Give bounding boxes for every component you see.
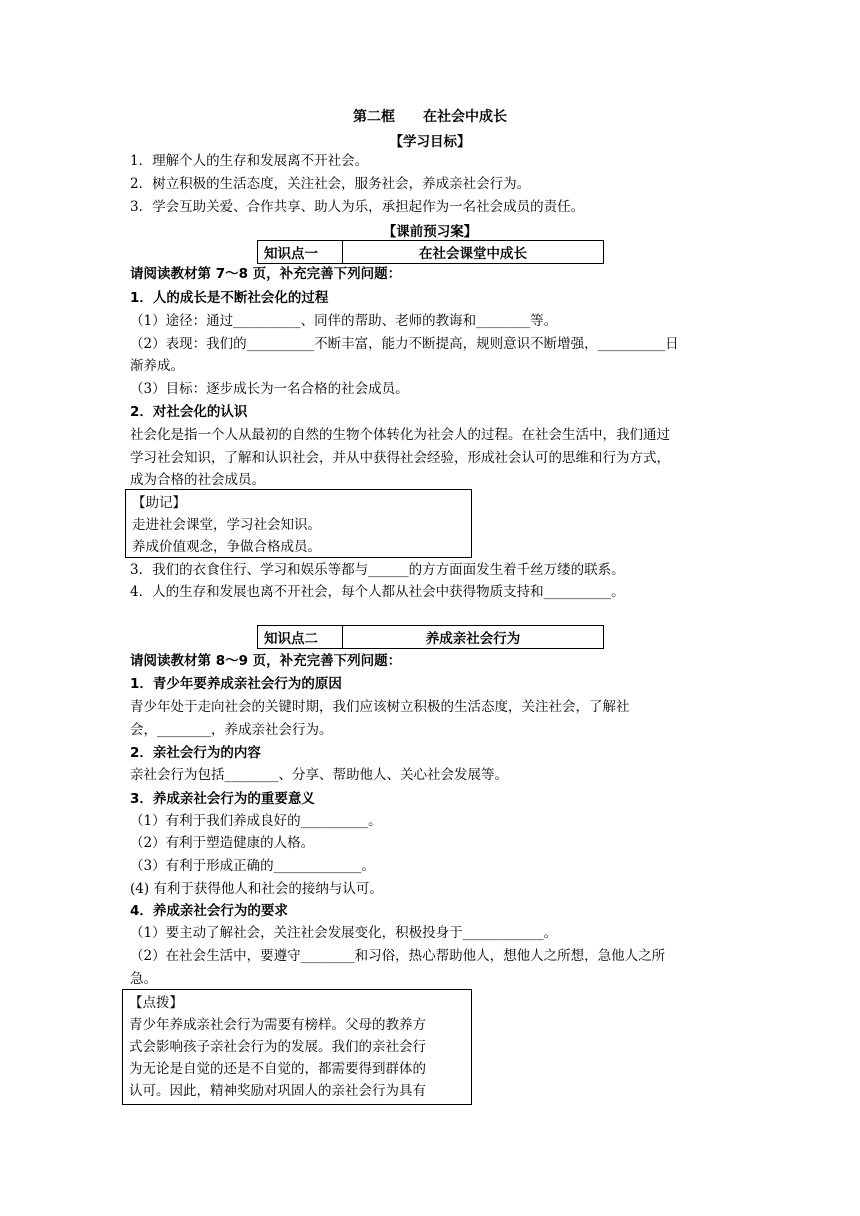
note-line: 养成价值观念，争做合格成员。 bbox=[132, 539, 321, 555]
goal-item: 2．树立积极的生活态度，关注社会，服务社会，养成亲社会行为。 bbox=[130, 176, 531, 192]
note-title: 【点拨】 bbox=[129, 995, 183, 1011]
paragraph-line: 青少年处于走向社会的关键时期，我们应该树立积极的生活态度，关注社会，了解社 bbox=[130, 699, 630, 715]
fill-blank-line: 3．我们的衣食住行、学习和娱乐等都与______的方方面面发生着千丝万缕的联系。 bbox=[130, 562, 625, 578]
section-heading: 1．青少年要养成亲社会行为的原因 bbox=[130, 676, 342, 692]
goals-header: 【学习目标】 bbox=[389, 134, 471, 150]
section-heading: 2．亲社会行为的内容 bbox=[130, 745, 261, 761]
note-line: 式会影响孩子亲社会行为的发展。我们的亲社会行 bbox=[129, 1039, 426, 1055]
note-line: 为无论是自觉的还是不自觉的，都需要得到群体的 bbox=[129, 1061, 426, 1077]
preview-header: 【课前预习案】 bbox=[382, 224, 478, 240]
note-line: 走进社会课堂，学习社会知识。 bbox=[132, 517, 321, 533]
section-heading: 3．养成亲社会行为的重要意义 bbox=[130, 791, 315, 807]
knowledge-point-1-box bbox=[257, 240, 604, 264]
instruction: 请阅读教材第 8～9 页，补充完善下列问题： bbox=[130, 653, 402, 669]
note-line: 青少年养成亲社会行为需要有榜样。父母的教养方 bbox=[129, 1017, 426, 1033]
text-line: （3）目标：逐步成长为一名合格的社会成员。 bbox=[130, 381, 409, 397]
memory-aid-box bbox=[125, 489, 472, 558]
paragraph-line: 社会化是指一个人从最初的自然的生物个体转化为社会人的过程。在社会生活中，我们通过 bbox=[130, 427, 670, 443]
fill-blank-line: （1）有利于我们养成良好的__________。 bbox=[130, 813, 382, 829]
fill-blank-line: 亲社会行为包括________、分享、帮助他人、关心社会发展等。 bbox=[130, 767, 508, 783]
fill-blank-line: 4．人的生存和发展也离不开社会，每个人都从社会中获得物质支持和__________。 bbox=[130, 584, 625, 600]
paragraph-line: 学习社会知识，了解和认识社会，并从中获得社会经验，形成社会认可的思维和行为方式， bbox=[130, 450, 670, 466]
section-heading: 2．对社会化的认识 bbox=[130, 404, 248, 420]
paragraph-line: 成为合格的社会成员。 bbox=[130, 472, 265, 488]
paragraph-line: 会，________，养成亲社会行为。 bbox=[130, 722, 333, 738]
goal-item: 3．学会互助关爱、合作共享、助人为乐，承担起作为一名社会成员的责任。 bbox=[130, 199, 585, 215]
fill-blank-line: （1）途径：通过__________、同伴的帮助、老师的教诲和________等。 bbox=[130, 313, 558, 329]
instruction: 请阅读教材第 7～8 页，补充完善下列问题： bbox=[130, 266, 402, 282]
tip-box bbox=[122, 989, 472, 1105]
text-line: 急。 bbox=[130, 971, 157, 987]
fill-blank-line: （3）有利于形成正确的_____________。 bbox=[130, 858, 375, 874]
goal-item: 1．理解个人的生存和发展离不开社会。 bbox=[130, 153, 369, 169]
fill-blank-line: （1）要主动了解社会，关注社会发展变化，积极投身于____________。 bbox=[130, 925, 558, 941]
knowledge-point-2-box bbox=[257, 625, 604, 649]
knowledge-point-title: 养成亲社会行为 bbox=[425, 631, 521, 647]
note-title: 【助记】 bbox=[132, 495, 186, 511]
text-line: 渐养成。 bbox=[130, 358, 184, 374]
fill-blank-line: （2）表现：我们的__________不断丰富，能力不断提高，规则意识不断增强，__________日 bbox=[130, 336, 679, 352]
note-line: 认可。因此，精神奖励对巩固人的亲社会行为具有 bbox=[129, 1083, 426, 1099]
knowledge-point-label: 知识点一 bbox=[258, 241, 343, 263]
text-line: (4) 有利于获得他人和社会的接纳与认可。 bbox=[130, 881, 383, 897]
page-title: 第二框 在社会中成长 bbox=[353, 109, 507, 125]
text-line: （2）有利于塑造健康的人格。 bbox=[130, 835, 315, 851]
section-heading: 1．人的成长是不断社会化的过程 bbox=[130, 290, 329, 306]
knowledge-point-title: 在社会课堂中成长 bbox=[419, 246, 527, 262]
section-heading: 4．养成亲社会行为的要求 bbox=[130, 903, 288, 919]
knowledge-point-label: 知识点二 bbox=[258, 626, 343, 648]
fill-blank-line: （2）在社会生活中，要遵守________和习俗，热心帮助他人，想他人之所想，急他人之所 bbox=[130, 948, 666, 964]
